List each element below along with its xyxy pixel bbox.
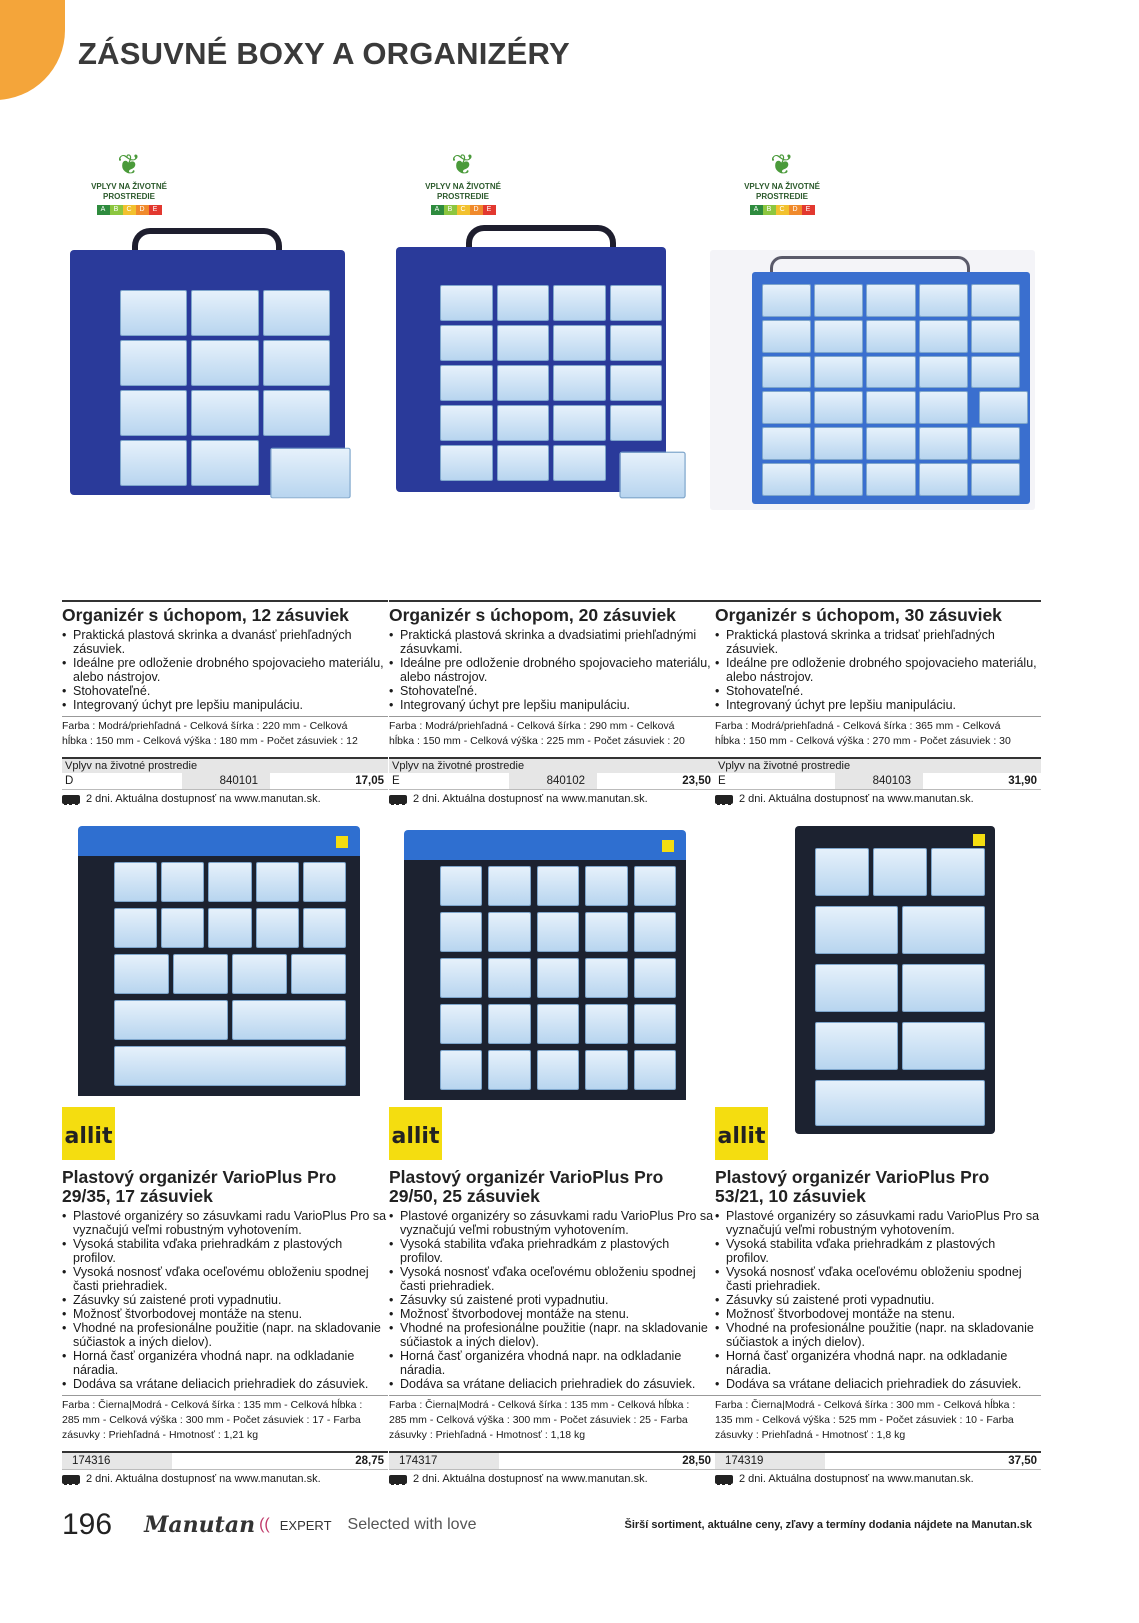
price: 23,50 [682,775,711,787]
product-title [62,1168,388,1206]
eco-label-text: VPLYV NA ŽIVOTNÉ PROSTREDIE [744,182,820,201]
truck-icon [62,1475,80,1484]
table-row [62,773,388,790]
feature-item: • Praktická plastová skrinka a dvadsiatimi priehľadnými zásuvkami. [389,628,715,656]
specs-line: 285 mm - Celková výška : 300 mm - Počet zásuviek : 25 - Farba [389,1414,688,1426]
product-code[interactable]: 174316 [62,1453,172,1469]
price: 28,50 [682,1455,711,1467]
feature-item: • Ideálne pre odloženie drobného spojovacieho materiálu, alebo nástrojov. [389,656,715,684]
product-code[interactable]: 174317 [389,1453,499,1469]
feature-item: • Zásuvky sú zaistené proti vypadnutiu. [715,1293,1041,1307]
expert-label: EXPERT [279,1517,332,1533]
product-specs [62,716,388,749]
page-title: ZÁSUVNÉ BOXY A ORGANIZÉRY [78,36,570,71]
feature-item: • Vysoká nosnosť vďaka oceľovému obloženiu spodnej časti priehradiek. [389,1265,715,1293]
table-row [715,773,1041,790]
wave-icon: (( [259,1516,270,1533]
product-specs [715,716,1041,749]
feature-item: • Plastové organizéry so zásuvkami radu VarioPlus Pro sa vyznačujú veľmi robustným vyhotovením. [715,1209,1041,1237]
delivery-info [62,1473,388,1485]
eco-grade-a: A [431,205,444,215]
eco-grade-b: B [110,205,123,215]
product-card-174316 [62,1168,388,1485]
product-title [389,1168,715,1206]
feature-item: • Praktická plastová skrinka a dvanásť priehľadných zásuviek. [62,628,388,656]
feature-item: • Horná časť organizéra vhodná napr. na odkladanie náradia. [389,1349,715,1377]
specs-line: Farba : Čierna|Modrá - Celková šírka : 300 mm - Celková hĺbka : [715,1399,1016,1411]
feature-item: • Stohovateľné. [715,684,1041,698]
price-table [715,1451,1041,1470]
product-specs [389,716,715,749]
feature-item: • Praktická plastová skrinka a tridsať priehľadných zásuviek. [715,628,1041,656]
truck-icon [715,795,733,804]
product-card-840103 [715,600,1041,805]
product-image-organizer-30 [710,250,1035,510]
feature-item: • Stohovateľné. [389,684,715,698]
product-specs [62,1395,388,1443]
product-image-varioplus-29-35 [78,826,360,1096]
specs-line: Farba : Modrá/priehľadná - Celková šírka : 290 mm - Celková [389,720,675,732]
specs-line: hĺbka : 150 mm - Celková výška : 225 mm - Počet zásuviek : 20 [389,735,685,747]
product-title: Organizér s úchopom, 12 zásuviek [62,600,388,625]
truck-icon [389,795,407,804]
title-line: Plastový organizér VarioPlus Pro [62,1167,337,1187]
table-row [389,773,715,790]
delivery-info [715,1473,1041,1485]
eco-grade-c: C [457,205,470,215]
eco-label [413,148,513,215]
feature-item: • Zásuvky sú zaistené proti vypadnutiu. [62,1293,388,1307]
feature-list [389,628,715,712]
delivery-info [62,793,388,805]
specs-line: 135 mm - Celková výška : 525 mm - Počet zásuviek : 10 - Farba [715,1414,1014,1426]
product-image-varioplus-29-50 [404,830,686,1100]
product-image-organizer-20 [396,225,696,495]
eco-scale [732,205,832,215]
feature-item: • Možnosť štvorbodovej montáže na stenu. [389,1307,715,1321]
delivery-text: 2 dni. Aktuálna dostupnosť na www.manutan.sk. [413,793,648,805]
feature-item: • Plastové organizéry so zásuvkami radu VarioPlus Pro sa vyznačujú veľmi robustným vyhotovením. [62,1209,388,1237]
delivery-info [715,793,1041,805]
product-card-840101 [62,600,388,805]
delivery-info [389,793,715,805]
feature-item: • Možnosť štvorbodovej montáže na stenu. [62,1307,388,1321]
eco-grade-c: C [123,205,136,215]
feature-item: • Dodáva sa vrátane deliacich priehradiek do zásuviek. [715,1377,1041,1391]
delivery-text: 2 dni. Aktuálna dostupnosť na www.manutan.sk. [86,1473,321,1485]
feature-list [62,1209,388,1391]
product-code[interactable]: 840103 [835,773,923,789]
title-line: Plastový organizér VarioPlus Pro [389,1167,664,1187]
feature-item: • Integrovaný úchyt pre lepšiu manipuláciu. [715,698,1041,712]
price: 28,75 [355,1455,384,1467]
specs-line: zásuvky : Priehľadná - Hmotnosť : 1,8 kg [715,1429,906,1441]
product-title [715,1168,1041,1206]
footer-note[interactable]: Širší sortiment, aktuálne ceny, zľavy a termíny dodania nájdete na Manutan.sk [624,1519,1032,1531]
product-image-organizer-12 [70,228,360,498]
feature-item: • Možnosť štvorbodovej montáže na stenu. [715,1307,1041,1321]
feature-list [715,1209,1041,1391]
feature-item: • Ideálne pre odloženie drobného spojovacieho materiálu, alebo nástrojov. [715,656,1041,684]
feature-item: • Vhodné na profesionálne použitie (napr. na skladovanie súčiastok a iných dielov). [62,1321,388,1349]
eco-label [79,148,179,215]
feature-item: • Vhodné na profesionálne použitie (napr. na skladovanie súčiastok a iných dielov). [715,1321,1041,1349]
delivery-text: 2 dni. Aktuálna dostupnosť na www.manutan.sk. [739,793,974,805]
table-header: Vplyv na životné prostredie [389,759,715,773]
eco-grade-e: E [149,205,162,215]
eco-grade-e: E [802,205,815,215]
eco-grade-d: D [136,205,149,215]
specs-line: hĺbka : 150 mm - Celková výška : 180 mm - Počet zásuviek : 12 [62,735,358,747]
product-image-varioplus-53-21 [795,826,995,1134]
delivery-info [389,1473,715,1485]
price-table [62,1451,388,1470]
feature-item: • Vhodné na profesionálne použitie (napr. na skladovanie súčiastok a iných dielov). [389,1321,715,1349]
product-specs [389,1395,715,1443]
feature-item: • Stohovateľné. [62,684,388,698]
eco-grade: D [65,775,74,787]
eco-grade: E [392,775,400,787]
title-line: 29/35, 17 zásuviek [62,1186,213,1206]
eco-label-text: VPLYV NA ŽIVOTNÉ PROSTREDIE [91,182,167,201]
price-table [389,757,715,790]
feature-item: • Ideálne pre odloženie drobného spojovacieho materiálu, alebo nástrojov. [62,656,388,684]
table-row [715,1453,1041,1470]
feature-item: • Vysoká nosnosť vďaka oceľovému obloženiu spodnej časti priehradiek. [62,1265,388,1293]
feature-list [389,1209,715,1391]
leaf-globe-icon: ❦ [117,149,141,180]
eco-scale [413,205,513,215]
eco-grade-c: C [776,205,789,215]
leaf-globe-icon: ❦ [451,149,475,180]
specs-line: Farba : Modrá/priehľadná - Celková šírka : 365 mm - Celková [715,720,1001,732]
footer [62,1508,1032,1542]
feature-item: • Vysoká stabilita vďaka priehradkám z plastových profilov. [389,1237,715,1265]
product-title: Organizér s úchopom, 30 zásuviek [715,600,1041,625]
feature-item: • Dodáva sa vrátane deliacich priehradiek do zásuviek. [62,1377,388,1391]
title-line: 29/50, 25 zásuviek [389,1186,540,1206]
feature-item: • Horná časť organizéra vhodná napr. na odkladanie náradia. [715,1349,1041,1377]
delivery-text: 2 dni. Aktuálna dostupnosť na www.manutan.sk. [739,1473,974,1485]
product-card-174319 [715,1168,1041,1485]
allit-logo: allit [62,1107,115,1160]
eco-grade-e: E [483,205,496,215]
product-code[interactable]: 174319 [715,1453,825,1469]
table-header: Vplyv na životné prostredie [715,759,1041,773]
tagline: Selected with love [347,1516,477,1533]
price: 31,90 [1008,775,1037,787]
allit-logo: allit [389,1107,442,1160]
truck-icon [62,795,80,804]
feature-item: • Zásuvky sú zaistené proti vypadnutiu. [389,1293,715,1307]
feature-item: • Plastové organizéry so zásuvkami radu VarioPlus Pro sa vyznačujú veľmi robustným vyhotovením. [389,1209,715,1237]
feature-item: • Horná časť organizéra vhodná napr. na odkladanie náradia. [62,1349,388,1377]
specs-line: zásuvky : Priehľadná - Hmotnosť : 1,18 kg [389,1429,586,1441]
specs-line: zásuvky : Priehľadná - Hmotnosť : 1,21 kg [62,1429,259,1441]
eco-grade-b: B [763,205,776,215]
price-table [62,757,388,790]
specs-line: hĺbka : 150 mm - Celková výška : 270 mm - Počet zásuviek : 30 [715,735,1011,747]
eco-grade-d: D [789,205,802,215]
eco-grade-b: B [444,205,457,215]
product-card-174317 [389,1168,715,1485]
eco-scale [79,205,179,215]
truck-icon [715,1475,733,1484]
specs-line: Farba : Čierna|Modrá - Celková šírka : 135 mm - Celková hĺbka : [389,1399,690,1411]
allit-logo: allit [715,1107,768,1160]
table-row [62,1453,388,1470]
specs-line: Farba : Čierna|Modrá - Celková šírka : 135 mm - Celková hĺbka : [62,1399,363,1411]
eco-label-text: VPLYV NA ŽIVOTNÉ PROSTREDIE [425,182,501,201]
title-line: Plastový organizér VarioPlus Pro [715,1167,990,1187]
manutan-logo: Manutan [144,1512,256,1538]
product-card-840102 [389,600,715,805]
feature-item: • Dodáva sa vrátane deliacich priehradiek do zásuviek. [389,1377,715,1391]
feature-item: • Vysoká stabilita vďaka priehradkám z plastových profilov. [715,1237,1041,1265]
specs-line: Farba : Modrá/priehľadná - Celková šírka : 220 mm - Celková [62,720,348,732]
eco-grade-a: A [97,205,110,215]
delivery-text: 2 dni. Aktuálna dostupnosť na www.manutan.sk. [413,1473,648,1485]
product-title: Organizér s úchopom, 20 zásuviek [389,600,715,625]
corner-tab [0,0,65,100]
leaf-globe-icon: ❦ [770,149,794,180]
feature-item: • Vysoká nosnosť vďaka oceľovému obloženiu spodnej časti priehradiek. [715,1265,1041,1293]
price-table [389,1451,715,1470]
table-header: Vplyv na životné prostredie [62,759,388,773]
eco-grade-a: A [750,205,763,215]
product-specs [715,1395,1041,1443]
feature-item: • Vysoká stabilita vďaka priehradkám z plastových profilov. [62,1237,388,1265]
title-line: 53/21, 10 zásuviek [715,1186,866,1206]
product-code[interactable]: 840102 [509,773,597,789]
eco-label [732,148,832,215]
eco-grade-d: D [470,205,483,215]
feature-item: • Integrovaný úchyt pre lepšiu manipuláciu. [62,698,388,712]
price: 17,05 [355,775,384,787]
truck-icon [389,1475,407,1484]
feature-list [62,628,388,712]
table-row [389,1453,715,1470]
eco-grade: E [718,775,726,787]
price: 37,50 [1008,1455,1037,1467]
feature-list [715,628,1041,712]
product-code[interactable]: 840101 [182,773,270,789]
page-number: 196 [62,1508,113,1541]
feature-item: • Integrovaný úchyt pre lepšiu manipuláciu. [389,698,715,712]
price-table [715,757,1041,790]
delivery-text: 2 dni. Aktuálna dostupnosť na www.manutan.sk. [86,793,321,805]
specs-line: 285 mm - Celková výška : 300 mm - Počet zásuviek : 17 - Farba [62,1414,361,1426]
